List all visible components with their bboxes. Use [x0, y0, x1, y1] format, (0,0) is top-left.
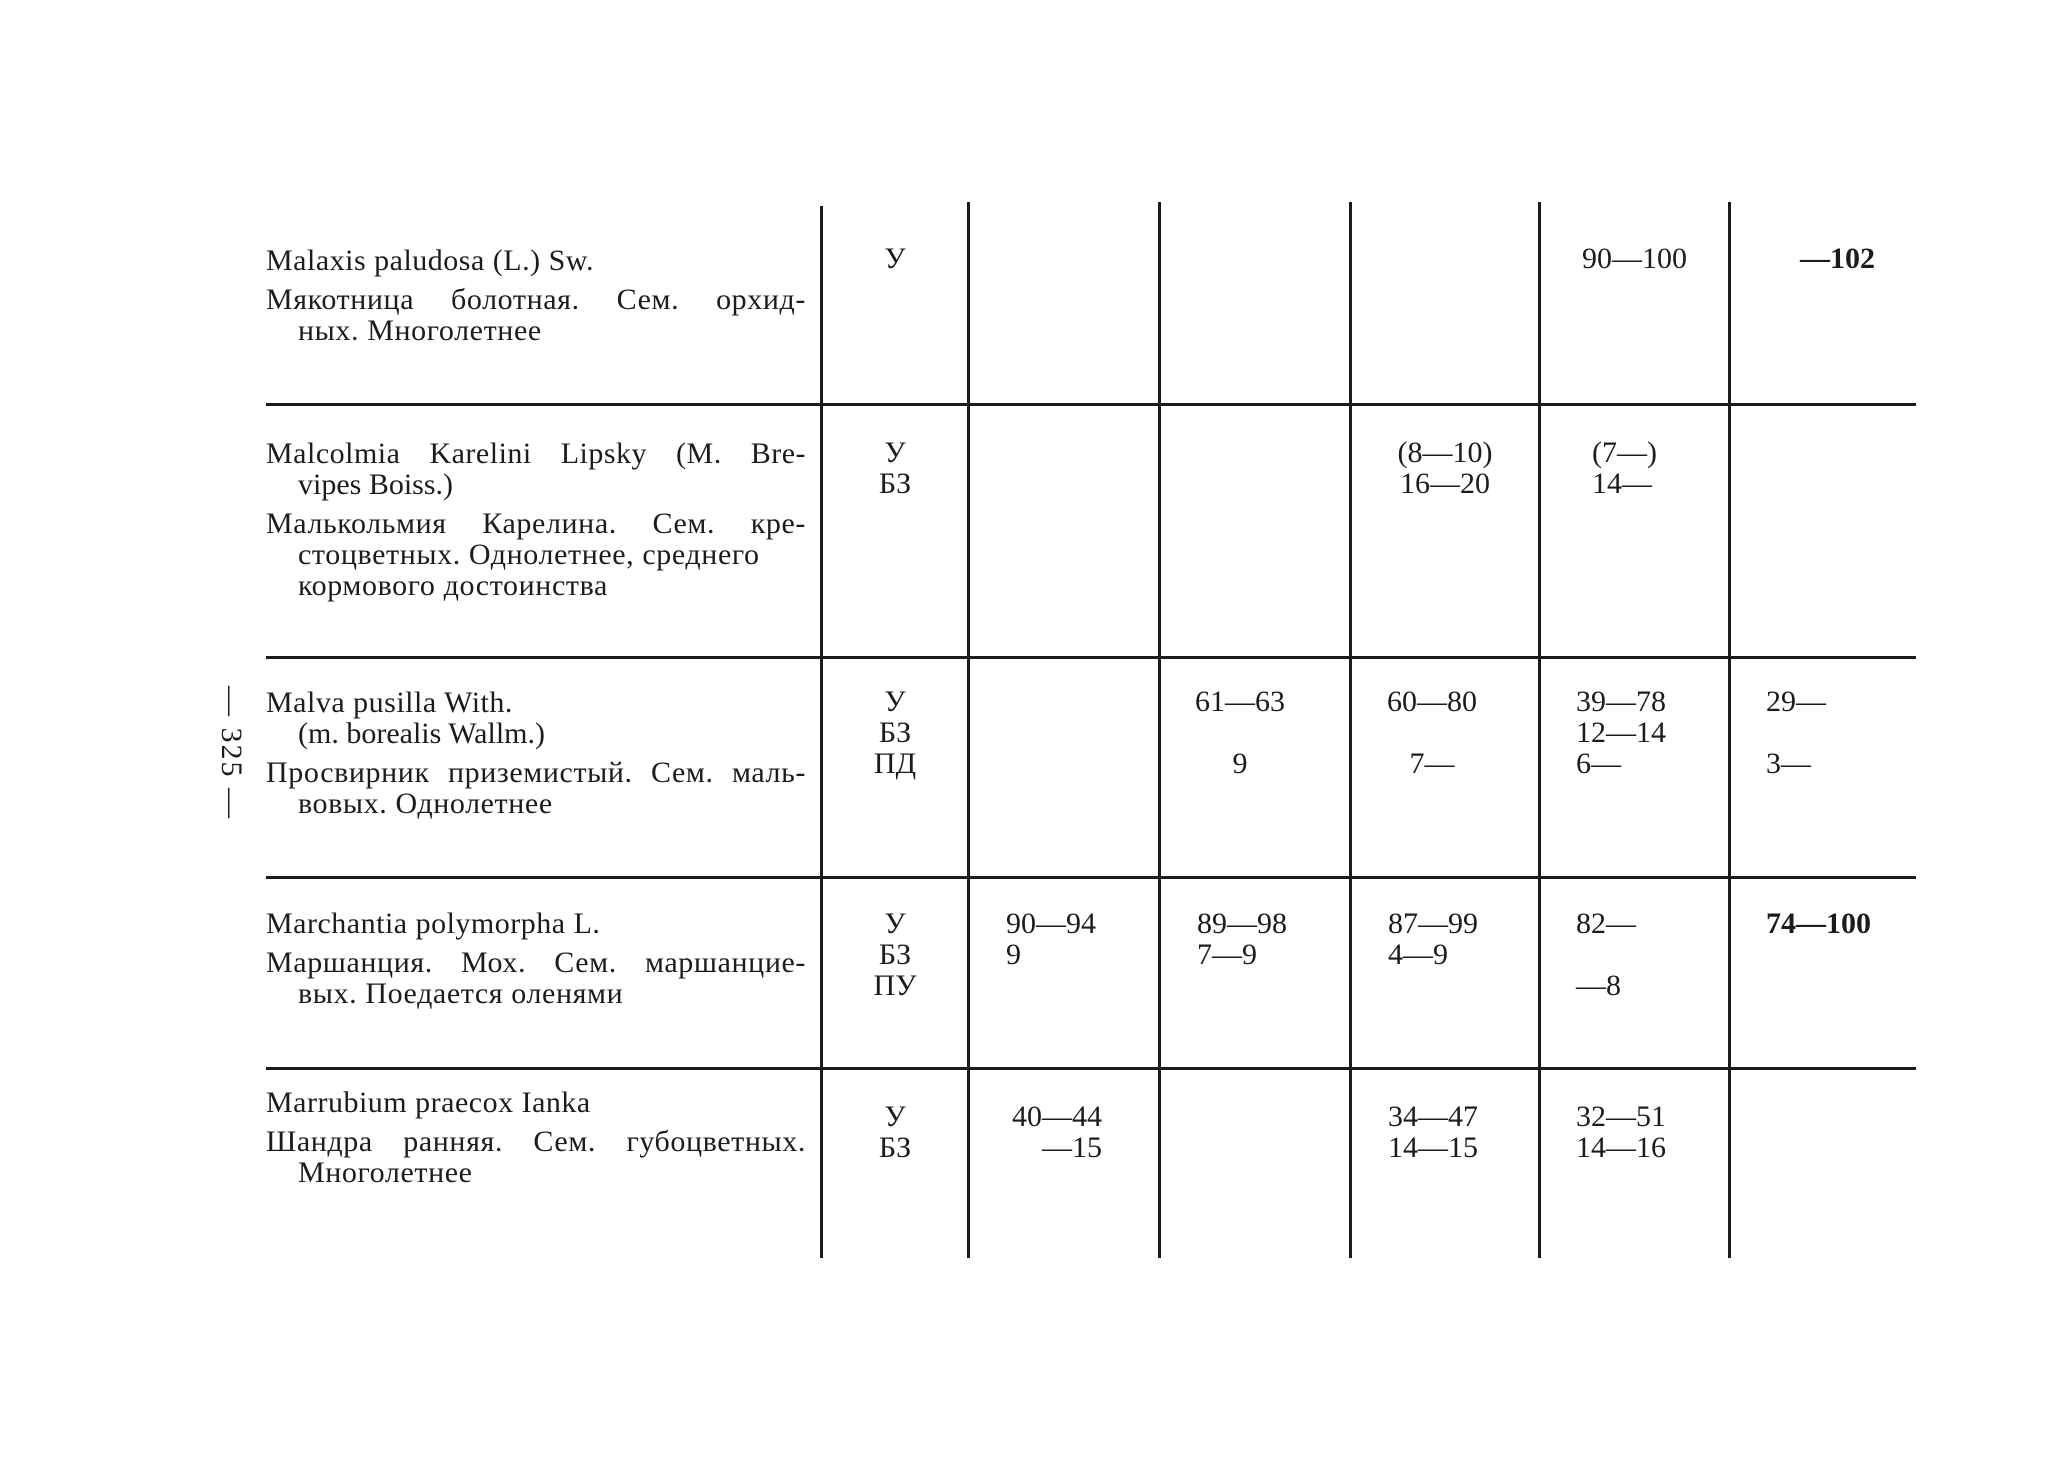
russian-description: Маршанция. Мох. Сем. маршанцие- вых. Поедается оленями — [266, 946, 806, 1010]
value-col-2: 89—98 7—9 — [1197, 907, 1287, 971]
species-description — [266, 438, 806, 601]
value-col-3: 87—99 4—9 — [1388, 907, 1478, 971]
value-col-3: 60—80 7— — [1387, 685, 1477, 780]
latin-name: Malcolmia Karelini Lipsky (M. Bre- — [266, 437, 806, 470]
zone-codes: У БЗ ПУ — [873, 907, 917, 1002]
value-col-4: 32—51 14—16 — [1576, 1100, 1666, 1164]
row-rule — [266, 403, 1916, 406]
column-rule — [967, 202, 970, 1258]
zone-codes: У БЗ — [878, 1100, 912, 1164]
value-col-5: 29— 3— — [1766, 685, 1826, 780]
row-rule — [266, 656, 1916, 659]
russian-description: Малькольмия Карелина. Сем. кре- стоцветных. Однолетнее, среднего кормового достоинства — [266, 507, 806, 602]
species-description — [266, 687, 806, 819]
page-number: — 325 — — [215, 686, 248, 820]
latin-name: Marchantia polymorpha L. — [266, 907, 601, 940]
species-description — [266, 908, 806, 1009]
value-col-5: 74—100 — [1766, 907, 1871, 940]
value-col-1: 90—94 9 — [1006, 907, 1096, 971]
species-description — [266, 245, 806, 346]
zone-codes: У БЗ ПД — [873, 685, 917, 780]
latin-name: Malva pusilla With. — [266, 686, 513, 719]
row-rule — [266, 1067, 1916, 1070]
latin-name: Malaxis paludosa (L.) Sw. — [266, 244, 594, 277]
russian-description: Мякотница болотная. Сем. орхид- ных. Многолетнее — [266, 283, 806, 347]
column-rule — [1538, 202, 1541, 1258]
latin-name: Marrubium praecox Ianka — [266, 1086, 591, 1119]
value-col-5: —102 — [1800, 242, 1875, 275]
value-col-3: 34—47 14—15 — [1388, 1100, 1478, 1164]
value-col-1: 40—44 —15 — [1012, 1100, 1102, 1164]
species-description — [266, 1087, 806, 1188]
value-col-3: (8—10) 16—20 — [1397, 436, 1493, 500]
row-rule — [266, 876, 1916, 879]
value-col-2: 61—63 9 — [1195, 685, 1285, 780]
value-col-4: 39—78 12—14 6— — [1576, 685, 1666, 780]
zone-codes: У БЗ — [878, 436, 912, 500]
column-rule — [1728, 202, 1731, 1258]
latin-name-cont: vipes Boiss.) — [298, 468, 454, 501]
latin-name-cont: (m. borealis Wallm.) — [298, 717, 545, 750]
russian-description: Шандра ранняя. Сем. губоцветных. Многолетнее — [266, 1125, 806, 1189]
value-col-4: 90—100 — [1582, 242, 1687, 275]
value-col-4: (7—) 14— — [1592, 436, 1657, 500]
value-col-4: 82— —8 — [1576, 907, 1636, 1002]
zone-codes: У — [884, 242, 906, 275]
column-rule — [1158, 202, 1161, 1258]
russian-description: Просвирник приземистый. Сем. маль- вовых. Однолетнее — [266, 756, 806, 820]
